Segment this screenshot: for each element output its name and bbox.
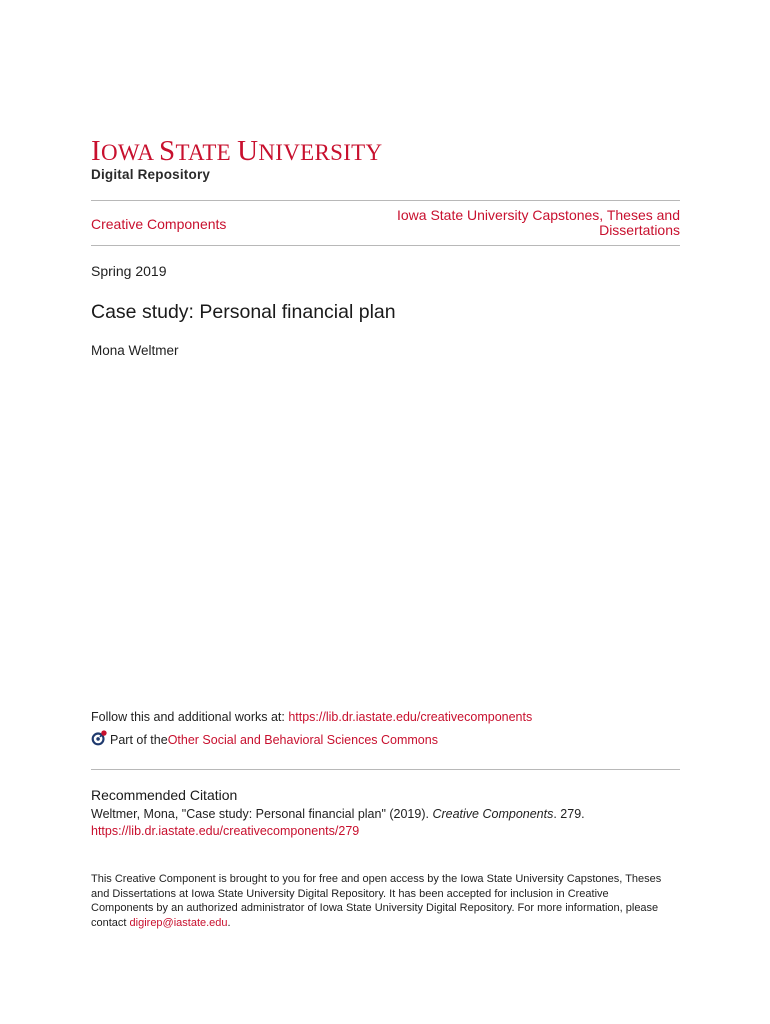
disclaimer-end: . (227, 917, 231, 930)
document-author: Mona Weltmer (91, 343, 179, 358)
citation-url-link[interactable]: https://lib.dr.iastate.edu/creativecomponents/279 (91, 824, 360, 838)
citation-block (91, 806, 681, 840)
follow-url-link[interactable]: https://lib.dr.iastate.edu/creativecomponents (288, 710, 533, 724)
disclaimer-text: This Creative Component is brought to you for free and open access by the Iowa State University Capstones, Theses and Dissertations at Iowa State University Digital Repository. It has been accepted for inclusion in Creative Components by an authorized administrator of Iowa State University Digital Repository. For more information, please contact (91, 873, 662, 930)
logo-subtitle: Digital Repository (91, 167, 211, 182)
capstones-link-line1: Iowa State University Capstones, Theses and (396, 207, 680, 223)
divider-series (91, 245, 680, 246)
citation-number: . 279. (553, 807, 585, 821)
divider-citation (91, 769, 680, 770)
commons-link[interactable]: Other Social and Behavioral Sciences Commons (167, 733, 438, 747)
network-icon (90, 729, 108, 747)
citation-text: Weltmer, Mona, "Case study: Personal financial plan" (2019). (91, 807, 433, 821)
access-disclaimer (91, 872, 671, 931)
part-of-line (90, 731, 438, 749)
capstones-link-line2: Dissertations (599, 222, 680, 238)
creative-components-link[interactable]: Creative Components (91, 216, 227, 232)
document-title: Case study: Personal financial plan (91, 301, 396, 323)
contact-email-link[interactable]: digirep@iastate.edu (129, 917, 228, 930)
capstones-theses-link[interactable] (380, 208, 680, 238)
part-of-prefix: Part of the (110, 733, 168, 747)
follow-line (91, 708, 532, 726)
publication-date: Spring 2019 (91, 263, 167, 279)
follow-prefix: Follow this and additional works at: (91, 710, 289, 724)
divider-top (91, 200, 680, 201)
citation-heading: Recommended Citation (91, 787, 238, 803)
citation-series: Creative Components (432, 807, 554, 821)
logo-wordmark: IOWA STATE UNIVERSITY (91, 135, 383, 167)
university-logo (91, 135, 383, 183)
